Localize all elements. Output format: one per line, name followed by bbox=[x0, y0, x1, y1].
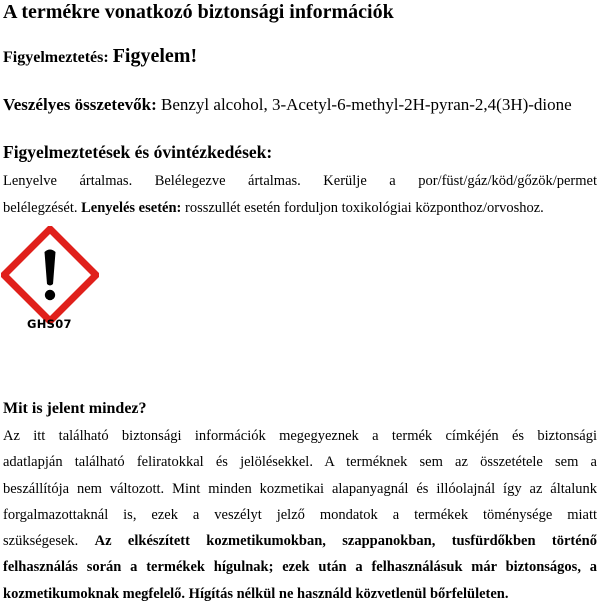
precautions-heading: Figyelmeztetések és óvintézkedések: bbox=[3, 142, 273, 162]
precautions-line-1: Lenyelve ártalmas. Belélegezve ártalmas. Kerülje a por/füst/gáz/köd/gőzök/permet bbox=[3, 173, 597, 189]
meaning-line-4: forgalmazottaknál is, ezek a veszélyt jelző mondatok a termékek töménysége miatt bbox=[3, 506, 597, 523]
meaning-line-6-bold: felhasználás során a termékek hígulnak; ezek után a felhasználásuk már biztonságos, a bbox=[3, 559, 597, 576]
meaning-line-3: beszállítója nem változott. Mint minden kozmetikai alapanyagnál és illóolajnál így az általunk bbox=[3, 480, 597, 497]
precautions-line-2-rest: rosszullét esetén forduljon toxikológiai központhoz/orvoshoz. bbox=[184, 199, 544, 216]
warning-label: Figyelmeztetés: bbox=[3, 49, 109, 66]
meaning-line-5-text: szükségesek. bbox=[3, 533, 79, 550]
ghs-code-label: GHS07 bbox=[27, 317, 72, 331]
warning-line bbox=[3, 43, 197, 71]
meaning-heading: Mit is jelent mindez? bbox=[3, 400, 147, 417]
precautions-line-2-text: belélegzését. bbox=[3, 199, 78, 216]
meaning-line-7-bold: kozmetikumoknak megfelelő. Hígítás nélkül ne használd közvetlenül bőrfelületen. bbox=[3, 585, 509, 602]
warning-value: Figyelem! bbox=[112, 45, 198, 67]
hazardous-ingredients bbox=[3, 93, 572, 117]
precautions-paragraph bbox=[3, 168, 597, 221]
ingredients-value: Benzyl alcohol, 3-Acetyl-6-methyl-2H-pyran-2,4(3H)-dione bbox=[161, 95, 572, 114]
meaning-line-1: Az itt található biztonsági információk megegyeznek a termék címkéjén és biztonsági bbox=[3, 428, 597, 444]
ghs07-exclamation-mark-icon bbox=[1, 226, 99, 324]
ingredients-label: Veszélyes összetevők: bbox=[3, 95, 157, 114]
meaning-line-2: adatlapján található feliratokkal és jelölésekkel. A terméknek sem az összetétele sem a bbox=[3, 454, 597, 471]
precautions-swallow-label: Lenyelés esetén: bbox=[81, 199, 182, 216]
precautions-line-2 bbox=[3, 195, 597, 222]
exclamation-dot bbox=[45, 290, 55, 300]
meaning-line-7 bbox=[3, 581, 597, 607]
meaning-paragraph bbox=[3, 423, 597, 607]
meaning-line-5 bbox=[3, 528, 597, 554]
meaning-line-5-bold: Az elkészített kozmetikumokban, szappanokban, tusfürdőkben történő bbox=[94, 533, 597, 550]
meaning-line-6 bbox=[3, 554, 597, 580]
page-title: A termékre vonatkozó biztonsági információk bbox=[3, 1, 394, 23]
